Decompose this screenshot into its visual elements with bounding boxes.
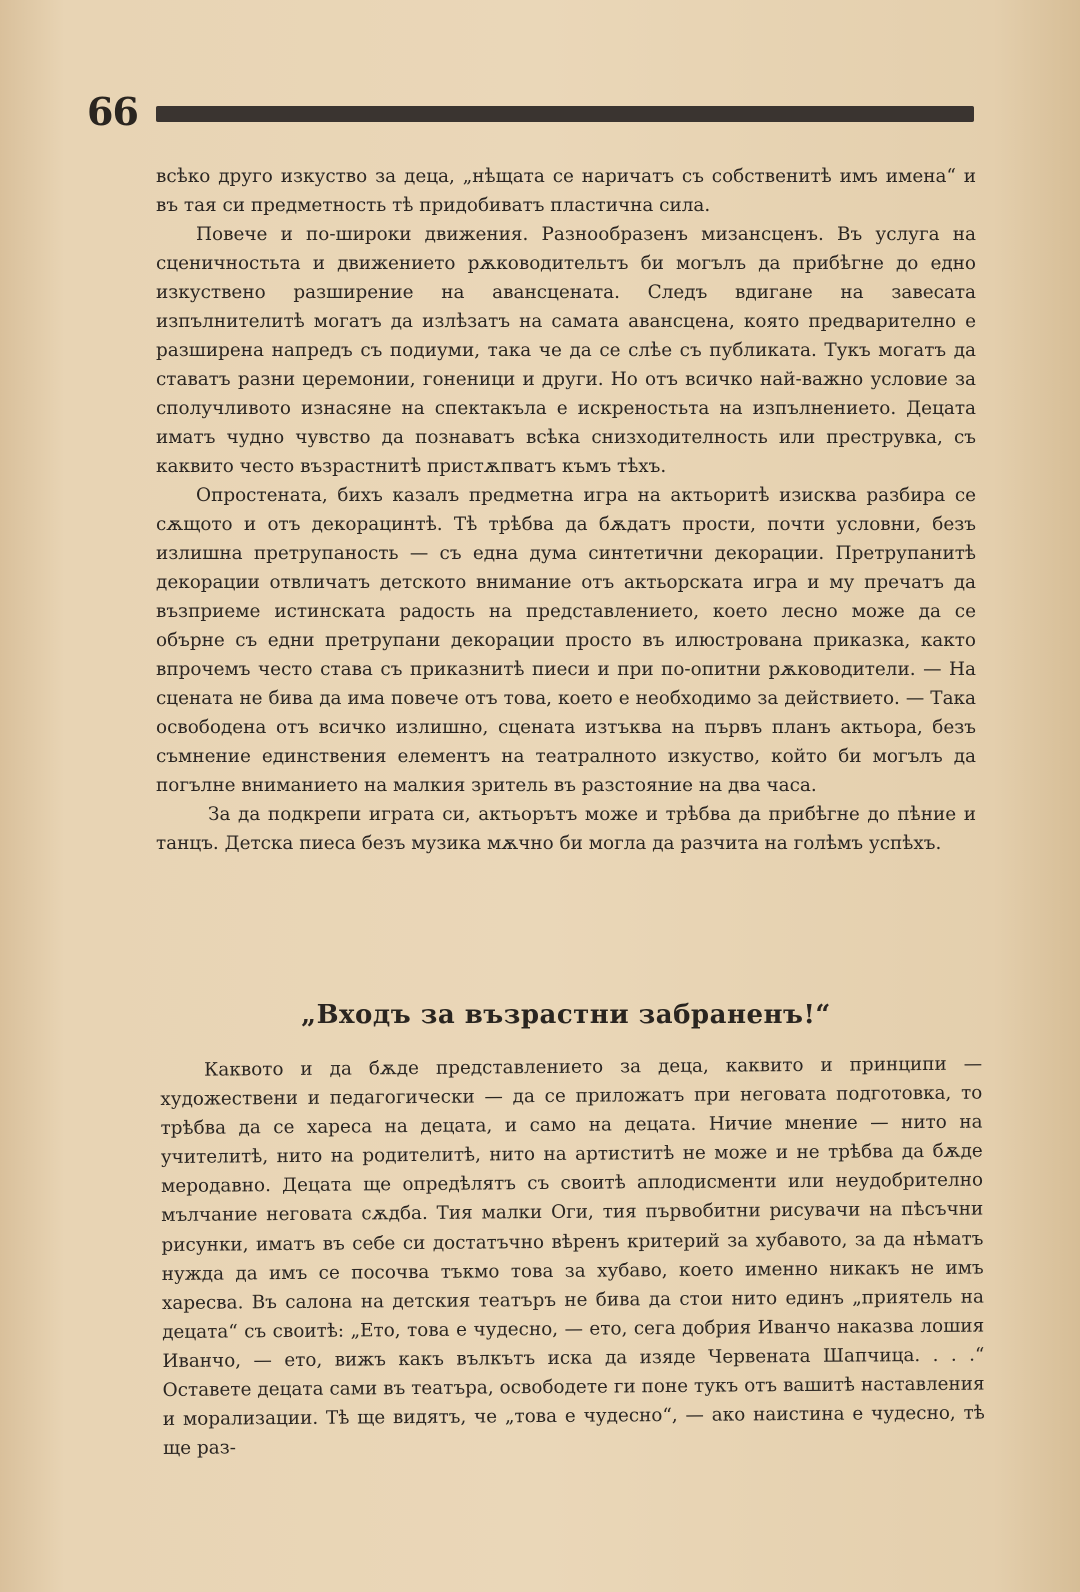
body-text-top <box>156 162 976 858</box>
paragraph: всѣко друго изкуство за деца, „нѣщата се наричатъ съ собственитѣ имъ имена“ и въ тая си предметность тѣ придобиватъ пластична сила. <box>156 166 976 216</box>
paragraph: Опростената, бихъ казалъ предметна игра на актьоритѣ изисква разбира се сѫщото и отъ декорацинтѣ. Тѣ трѣбва да бѫдатъ прости, почти условни, безъ излишна претрупаность — съ една дума синтетични декорации. Претрупанитѣ декорации отвличатъ детското внимание отъ актьорската игра и му пречатъ да възприеме истинската радость на представлението, което лесно може да се обърне съ едни претрупани декорации просто въ илюстрована приказка, както впрочемъ често става съ приказнитѣ пиеси и при по-опитни рѫководители. — На сцената не бива да има повече отъ това, което е необходимо за действието. — Така освободена отъ всичко излишно, сцената изтъква на първъ планъ актьора, безъ съмнение единствения елементъ на театралното изкуство, който би могълъ да погълне вниманието на малкия зритель въ разстояние на два часа. <box>156 485 976 796</box>
body-text-bottom <box>160 1050 985 1464</box>
paragraph: Каквото и да бѫде представлението за деца, каквито и принципи — художествени и педагогически — да се приложатъ при неговата подготовка, то трѣбва да се хареса на децата, и само на децата. Ничие мнение — нито на учителитѣ, нито на родителитѣ, нито на артиститѣ не може и не трѣбва да бѫде меродавно. Децата ще опредѣлятъ съ своитѣ аплодисменти или неудобрително мълчание неговата сѫдба. Тия малки Оги, тия първобитни рисувачи на пѣсъчни рисунки, иматъ въ себе си достатъчно вѣренъ критерий за хубавото, за да нѣматъ нужда да имъ се посочва тъкмо това за хубаво, което именно никакъ не имъ харесва. Въ салона на детския театъръ не бива да стои нито единъ „приятель на децата“ съ своитѣ: „Ето, това е чудесно, — ето, сега добрия Иванчо наказва лошия Иванчо, — ето, вижъ какъ вълкътъ иска да изяде Червената Шапчица. . . .“ Оставете децата сами въ театъра, освободете ги поне тукъ отъ вашитѣ наставления и морализации. Тѣ ще видятъ, че „това е чудесно“, — ако наистина е чудесно, тѣ ще раз- <box>160 1053 985 1460</box>
header-rule <box>156 106 974 122</box>
paragraph: Повече и по-широки движения. Разнообразенъ мизансценъ. Въ услуга на сценичностьта и движението рѫководительтъ би могълъ да прибѣгне до едно изкуствено разширение на авансцената. Следъ вдигане на завесата изпълнителитѣ могатъ да излѣзатъ на самата авансцена, която предварително е разширена напредъ съ подиуми, така че да се слѣе съ публиката. Тукъ могатъ да ставатъ разни церемонии, гоненици и други. Но отъ всичко най-важно условие за сполучливото изнасяне на спектакъла е искреностьта на изпълнението. Децата иматъ чудно чувство да познаватъ всѣка снизходителность или преструвка, съ каквито често възрастнитѣ пристѫпватъ къмъ тѣхъ. <box>156 224 976 477</box>
paragraph: За да подкрепи играта си, актьорътъ може и трѣбва да прибѣгне до пѣние и танцъ. Детска пиеса безъ музика мѫчно би могла да разчита на голѣмъ успѣхъ. <box>156 804 976 854</box>
section-heading: „Входъ за възрастни забраненъ!“ <box>301 1000 831 1030</box>
page-number: 66 <box>87 89 138 134</box>
